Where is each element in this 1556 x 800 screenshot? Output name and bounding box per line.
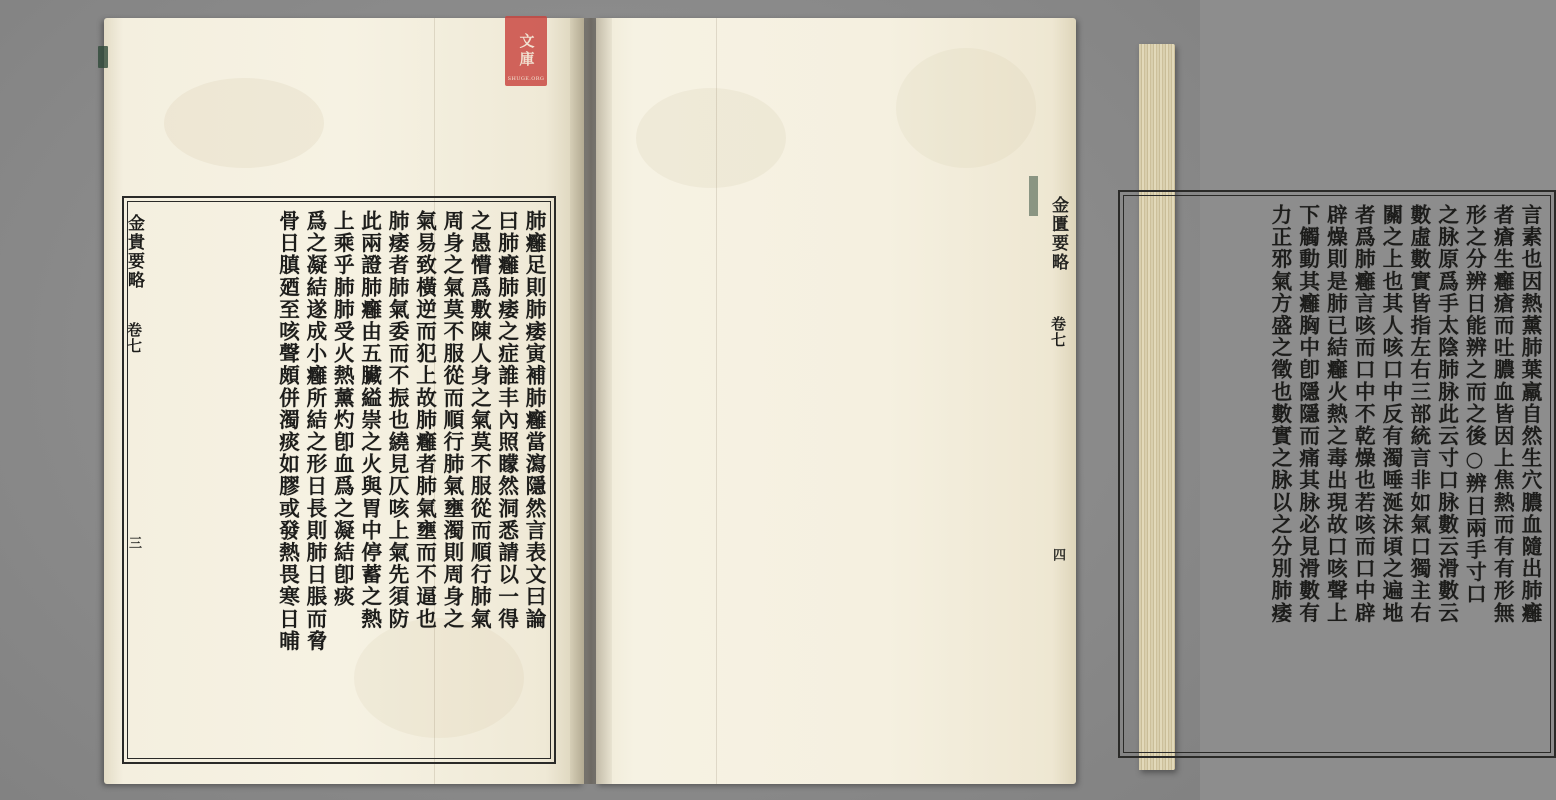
- paper-stain: [164, 78, 324, 168]
- text-column: 曰肺癰肺痿之症誰丰內照矇然洞悉請以一得: [494, 210, 519, 630]
- page-number-left: 三: [126, 536, 141, 549]
- text-column: 言素也因熱薰肺葉羸自然生穴膿血隨出肺癰: [1518, 204, 1542, 624]
- page-fold-line: [716, 18, 717, 784]
- paper-stain: [636, 88, 786, 188]
- text-column: 之脉原爲手太陰肺脉此云寸口脉數云滑數云: [1434, 204, 1459, 624]
- text-column: 上乘乎肺肺受火熱薰灼卽血爲之凝結卽痰: [330, 210, 355, 608]
- text-column: 者瘡生癰瘡而吐膿血皆因上焦熱而有有形無: [1490, 204, 1515, 624]
- text-column: 肺癰足則肺痿寅補肺癰當瀉隱然言表文曰論: [522, 210, 546, 630]
- right-page: [596, 18, 1542, 784]
- seal-subtext: SHUGE.ORG: [507, 76, 545, 82]
- text-column: 肺痿者肺氣委而不振也繞見仄咳上氣先須防: [385, 210, 410, 630]
- left-page: [104, 18, 584, 784]
- text-columns-left: [150, 210, 544, 750]
- paper-stain: [896, 48, 1036, 168]
- cover-edge-right: [1029, 176, 1038, 216]
- page-number-right: 四: [1050, 548, 1065, 561]
- text-column: 力正邪氣方盛之徵也數實之脉以之分別肺痿: [1267, 204, 1292, 624]
- open-book: [104, 18, 1542, 784]
- text-column: 氣易致橫逆而犯上故肺癰者肺氣壅而不逼也: [412, 210, 437, 630]
- text-column: 此兩證肺癰由五臟縊崇之火與胃中停蓄之熱: [357, 210, 382, 630]
- text-column: 周身之氣莫不服從而順行肺氣壅濁則周身之: [439, 210, 464, 630]
- text-frame-left: [122, 196, 556, 764]
- text-columns-right: [1142, 204, 1540, 744]
- text-column: 爲之凝結遂成小癰所結之形日長則肺日脹而脅: [302, 210, 327, 652]
- text-column: 關之上也其人咳口中反有濁唾涎沫頃之遍地: [1379, 204, 1404, 624]
- title-strip-right: 金匱要略: [1048, 196, 1068, 272]
- library-seal-stamp: [505, 16, 547, 86]
- text-column: 骨日䐜廼至咳聲頗併濁痰如膠或發熱畏寒日晡: [275, 210, 300, 652]
- text-column: 辟燥則是肺已結癰火熱之毒出現故口咳聲上: [1323, 204, 1348, 624]
- cover-edge-left: [98, 46, 108, 68]
- text-column: 之愚懵爲敷陳人身之氣莫不服從而順行肺氣: [467, 210, 492, 630]
- title-strip-left: 金貴要略: [124, 214, 144, 290]
- text-column: 下觸動其癰胸中卽隱隱而痛其脉必見滑數有: [1295, 204, 1320, 624]
- book-spine-gutter: [570, 18, 612, 784]
- volume-label-right: 卷七: [1049, 316, 1067, 348]
- text-column: 數虛數實皆指左右三部統言非如氣口獨主右: [1406, 204, 1431, 624]
- text-column: 者爲肺癰言咳而口中不乾燥也若咳而口中辟: [1351, 204, 1376, 624]
- text-frame-right: [1118, 190, 1556, 758]
- seal-text: 文庫: [517, 33, 536, 69]
- text-column: 形之分辨日能辨之而之後○辨日兩手寸口: [1462, 204, 1487, 606]
- volume-label-left: 卷七: [125, 322, 143, 354]
